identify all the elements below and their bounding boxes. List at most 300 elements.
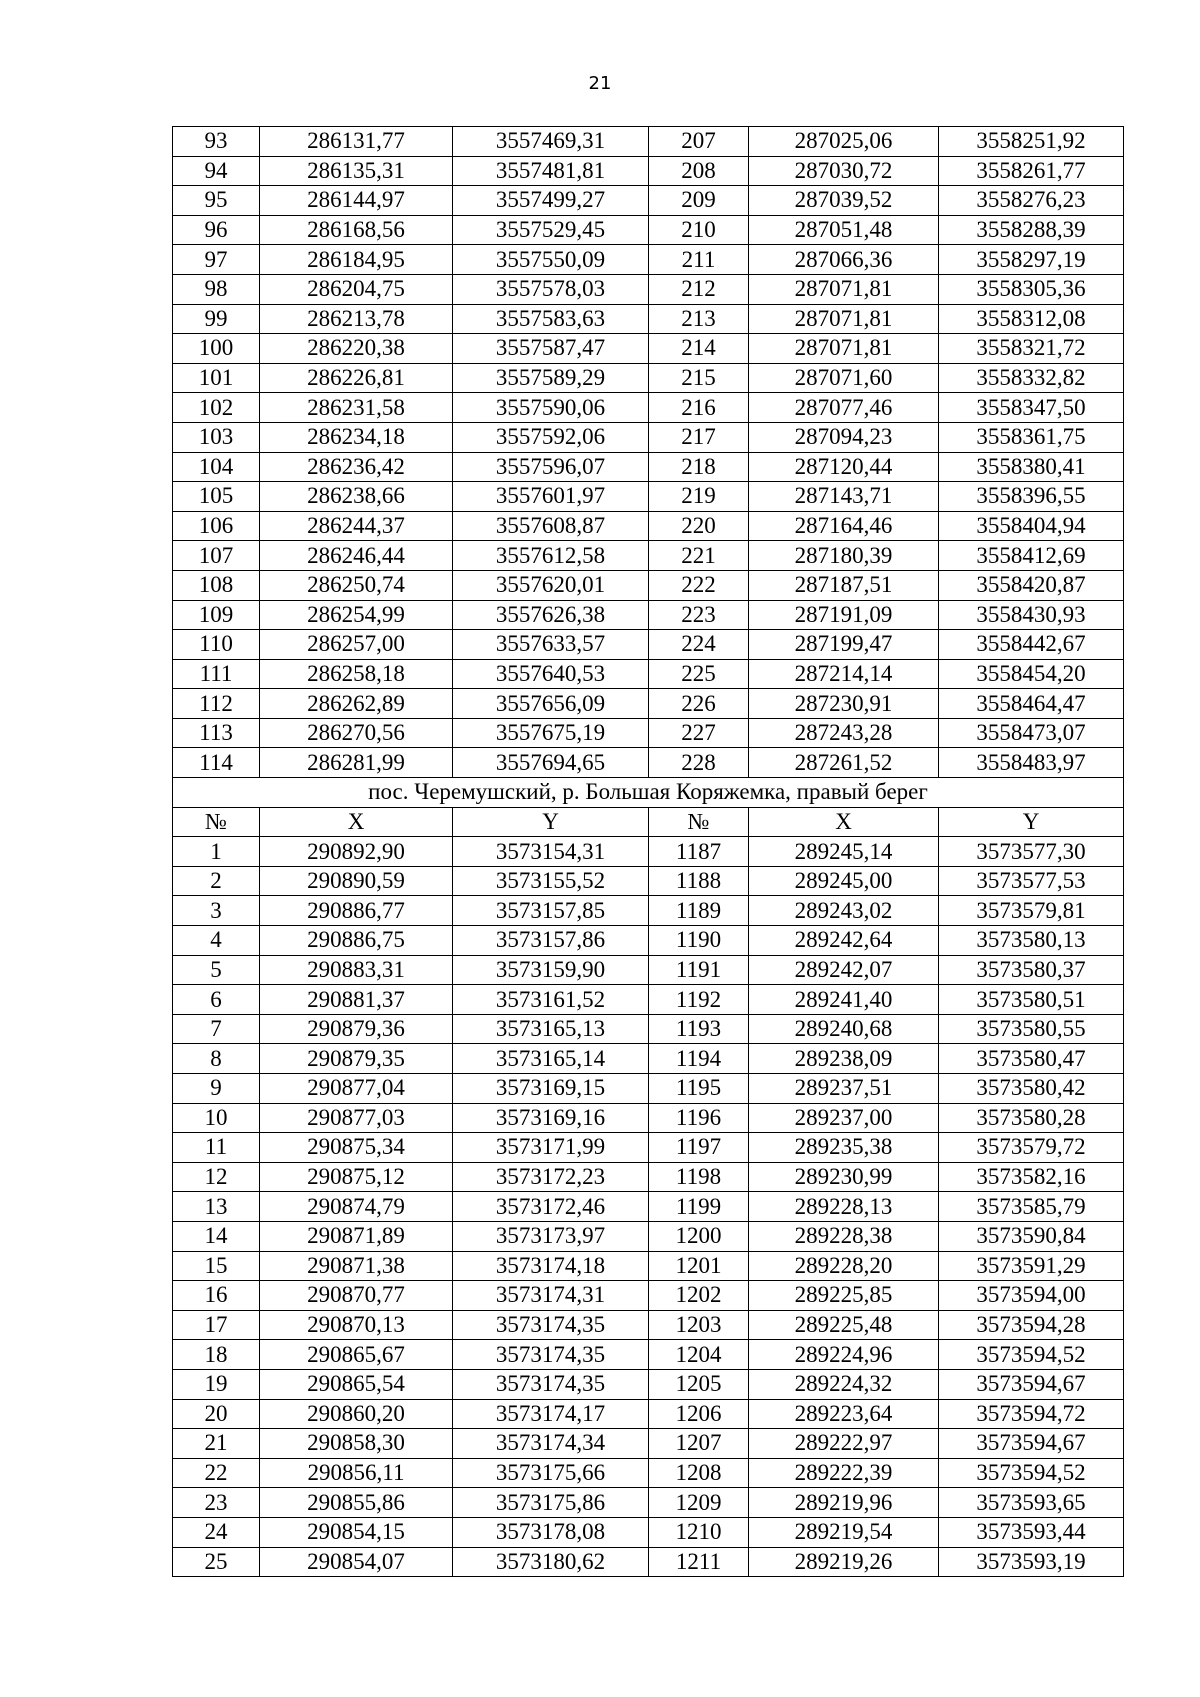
cell-y-left: 3573169,16 [453,1103,649,1133]
cell-x-right: 287071,60 [749,363,939,393]
cell-point-number-left: 6 [173,985,260,1015]
cell-point-number-left: 22 [173,1458,260,1488]
cell-x-right: 287071,81 [749,334,939,364]
cell-point-number-left: 113 [173,718,260,748]
cell-y-left: 3573157,86 [453,926,649,956]
cell-y-right: 3558454,20 [939,659,1124,689]
cell-x-left: 286270,56 [260,718,453,748]
cell-y-left: 3573174,34 [453,1429,649,1459]
cell-point-number-right: 1191 [649,955,749,985]
cell-y-left: 3573174,35 [453,1340,649,1370]
cell-y-right: 3573594,00 [939,1281,1124,1311]
cell-x-right: 287164,46 [749,511,939,541]
cell-point-number-right: 227 [649,718,749,748]
cell-y-left: 3573154,31 [453,837,649,867]
table-row [173,718,1124,748]
cell-point-number-left: 23 [173,1488,260,1518]
cell-x-right: 289228,20 [749,1251,939,1281]
cell-y-left: 3573175,66 [453,1458,649,1488]
cell-point-number-right: 224 [649,630,749,660]
cell-y-right: 3558276,23 [939,186,1124,216]
cell-point-number-left: 109 [173,600,260,630]
cell-x-left: 286254,99 [260,600,453,630]
table-row [173,1488,1124,1518]
cell-x-left: 286257,00 [260,630,453,660]
cell-y-right: 3558412,69 [939,541,1124,571]
table-row [173,837,1124,867]
cell-x-right: 289219,26 [749,1547,939,1577]
table-row [173,1103,1124,1133]
column-header-row [173,807,1124,837]
cell-y-right: 3573593,44 [939,1517,1124,1547]
table-row [173,1281,1124,1311]
cell-x-left: 290865,54 [260,1369,453,1399]
cell-x-right: 289237,51 [749,1074,939,1104]
cell-point-number-left: 110 [173,630,260,660]
cell-point-number-right: 1194 [649,1044,749,1074]
cell-x-left: 286226,81 [260,363,453,393]
cell-point-number-left: 2 [173,866,260,896]
cell-point-number-right: 1195 [649,1074,749,1104]
cell-x-left: 286258,18 [260,659,453,689]
cell-y-right: 3573594,67 [939,1429,1124,1459]
table-row [173,1192,1124,1222]
cell-y-right: 3573593,65 [939,1488,1124,1518]
coordinates-bottom-section [173,837,1124,1577]
cell-y-left: 3557529,45 [453,215,649,245]
cell-y-left: 3557587,47 [453,334,649,364]
cell-point-number-right: 1199 [649,1192,749,1222]
cell-y-left: 3573174,35 [453,1310,649,1340]
cell-y-right: 3558347,50 [939,393,1124,423]
cell-y-left: 3573155,52 [453,866,649,896]
cell-point-number-right: 1210 [649,1517,749,1547]
cell-x-left: 290871,89 [260,1221,453,1251]
cell-point-number-right: 1201 [649,1251,749,1281]
cell-x-right: 287025,06 [749,127,939,157]
cell-y-left: 3557640,53 [453,659,649,689]
cell-y-left: 3557608,87 [453,511,649,541]
coordinates-table [172,126,1124,1577]
cell-point-number-right: 1198 [649,1162,749,1192]
page-number: 21 [588,73,612,94]
cell-x-left: 290871,38 [260,1251,453,1281]
cell-y-right: 3573580,13 [939,926,1124,956]
table-row [173,1340,1124,1370]
header-x-left: X [260,807,453,837]
header-number-right: № [649,807,749,837]
cell-point-number-right: 1188 [649,866,749,896]
cell-y-right: 3573579,81 [939,896,1124,926]
cell-point-number-left: 104 [173,452,260,482]
cell-point-number-right: 1187 [649,837,749,867]
table-row [173,1458,1124,1488]
section-title-block [173,778,1124,837]
cell-x-left: 290870,77 [260,1281,453,1311]
cell-x-right: 289222,39 [749,1458,939,1488]
cell-y-left: 3557694,65 [453,748,649,778]
cell-x-left: 290883,31 [260,955,453,985]
cell-y-right: 3573577,30 [939,837,1124,867]
cell-point-number-left: 10 [173,1103,260,1133]
cell-point-number-right: 209 [649,186,749,216]
cell-y-right: 3558261,77 [939,156,1124,186]
cell-x-right: 287030,72 [749,156,939,186]
cell-point-number-left: 19 [173,1369,260,1399]
cell-y-left: 3557612,58 [453,541,649,571]
cell-y-right: 3558464,47 [939,689,1124,719]
cell-x-left: 286220,38 [260,334,453,364]
cell-point-number-left: 5 [173,955,260,985]
cell-x-left: 290855,86 [260,1488,453,1518]
cell-y-right: 3558297,19 [939,245,1124,275]
table-row [173,926,1124,956]
cell-y-right: 3573580,42 [939,1074,1124,1104]
cell-y-right: 3558332,82 [939,363,1124,393]
cell-y-right: 3573594,52 [939,1340,1124,1370]
cell-x-right: 289225,48 [749,1310,939,1340]
cell-point-number-right: 1205 [649,1369,749,1399]
cell-x-right: 287039,52 [749,186,939,216]
cell-point-number-right: 1208 [649,1458,749,1488]
cell-point-number-right: 211 [649,245,749,275]
cell-x-right: 287051,48 [749,215,939,245]
cell-point-number-left: 14 [173,1221,260,1251]
table-row [173,304,1124,334]
cell-point-number-left: 17 [173,1310,260,1340]
cell-y-left: 3557626,38 [453,600,649,630]
table-row [173,1221,1124,1251]
cell-y-right: 3558251,92 [939,127,1124,157]
cell-y-right: 3573577,53 [939,866,1124,896]
cell-x-left: 286144,97 [260,186,453,216]
cell-x-right: 289238,09 [749,1044,939,1074]
cell-y-left: 3573174,35 [453,1369,649,1399]
table-row [173,334,1124,364]
cell-x-left: 290865,67 [260,1340,453,1370]
cell-y-left: 3557481,81 [453,156,649,186]
cell-x-left: 286250,74 [260,570,453,600]
cell-point-number-left: 95 [173,186,260,216]
cell-x-right: 289223,64 [749,1399,939,1429]
cell-y-left: 3573157,85 [453,896,649,926]
table-row [173,866,1124,896]
cell-y-left: 3573165,14 [453,1044,649,1074]
cell-point-number-right: 216 [649,393,749,423]
table-row [173,245,1124,275]
cell-y-right: 3573580,51 [939,985,1124,1015]
cell-point-number-left: 25 [173,1547,260,1577]
cell-point-number-left: 112 [173,689,260,719]
coordinates-top-section [173,127,1124,778]
cell-point-number-right: 223 [649,600,749,630]
cell-x-right: 287071,81 [749,274,939,304]
cell-y-right: 3573580,37 [939,955,1124,985]
table-row [173,274,1124,304]
cell-y-right: 3558305,36 [939,274,1124,304]
cell-x-right: 289245,00 [749,866,939,896]
cell-x-right: 289228,13 [749,1192,939,1222]
cell-point-number-left: 15 [173,1251,260,1281]
cell-x-left: 290854,15 [260,1517,453,1547]
cell-y-left: 3557675,19 [453,718,649,748]
table-row [173,600,1124,630]
cell-y-right: 3558380,41 [939,452,1124,482]
cell-point-number-right: 226 [649,689,749,719]
cell-point-number-right: 221 [649,541,749,571]
cell-x-left: 290860,20 [260,1399,453,1429]
cell-x-left: 286236,42 [260,452,453,482]
cell-point-number-right: 1203 [649,1310,749,1340]
cell-y-right: 3558430,93 [939,600,1124,630]
cell-point-number-right: 1197 [649,1133,749,1163]
table-row [173,452,1124,482]
table-row [173,659,1124,689]
cell-point-number-left: 16 [173,1281,260,1311]
cell-x-right: 287094,23 [749,422,939,452]
cell-x-left: 290854,07 [260,1547,453,1577]
cell-x-right: 287120,44 [749,452,939,482]
cell-y-right: 3573579,72 [939,1133,1124,1163]
table-row [173,482,1124,512]
header-x-right: X [749,807,939,837]
cell-y-left: 3573175,86 [453,1488,649,1518]
cell-x-right: 287199,47 [749,630,939,660]
cell-point-number-right: 1192 [649,985,749,1015]
cell-y-left: 3557469,31 [453,127,649,157]
cell-x-right: 289219,96 [749,1488,939,1518]
cell-point-number-left: 108 [173,570,260,600]
cell-y-left: 3557656,09 [453,689,649,719]
cell-point-number-left: 103 [173,422,260,452]
table-row [173,1310,1124,1340]
cell-y-right: 3573594,28 [939,1310,1124,1340]
table-row [173,1014,1124,1044]
cell-x-left: 290877,03 [260,1103,453,1133]
cell-point-number-right: 1202 [649,1281,749,1311]
cell-x-left: 286131,77 [260,127,453,157]
cell-y-left: 3573161,52 [453,985,649,1015]
cell-y-right: 3558420,87 [939,570,1124,600]
cell-x-right: 287261,52 [749,748,939,778]
cell-point-number-right: 1196 [649,1103,749,1133]
cell-x-left: 290886,75 [260,926,453,956]
table-row [173,511,1124,541]
cell-x-left: 286135,31 [260,156,453,186]
cell-y-right: 3558404,94 [939,511,1124,541]
cell-y-right: 3573590,84 [939,1221,1124,1251]
cell-point-number-left: 1 [173,837,260,867]
table-row [173,1399,1124,1429]
cell-point-number-left: 102 [173,393,260,423]
cell-x-right: 287214,14 [749,659,939,689]
cell-x-left: 286244,37 [260,511,453,541]
cell-x-right: 287180,39 [749,541,939,571]
cell-point-number-right: 217 [649,422,749,452]
cell-point-number-left: 11 [173,1133,260,1163]
cell-y-left: 3573169,15 [453,1074,649,1104]
cell-y-left: 3573172,46 [453,1192,649,1222]
cell-x-left: 286281,99 [260,748,453,778]
cell-point-number-right: 1193 [649,1014,749,1044]
cell-y-right: 3573582,16 [939,1162,1124,1192]
cell-x-right: 289225,85 [749,1281,939,1311]
table-row [173,1517,1124,1547]
cell-point-number-right: 213 [649,304,749,334]
cell-y-left: 3573174,18 [453,1251,649,1281]
cell-x-right: 287066,36 [749,245,939,275]
cell-y-right: 3558321,72 [939,334,1124,364]
table-row [173,1369,1124,1399]
cell-x-right: 289242,07 [749,955,939,985]
cell-y-right: 3573593,19 [939,1547,1124,1577]
table-row [173,541,1124,571]
section-title-row [173,778,1124,808]
cell-point-number-left: 94 [173,156,260,186]
cell-point-number-right: 225 [649,659,749,689]
cell-point-number-right: 222 [649,570,749,600]
table-row [173,1133,1124,1163]
cell-y-right: 3558483,97 [939,748,1124,778]
cell-point-number-left: 100 [173,334,260,364]
cell-x-right: 289240,68 [749,1014,939,1044]
cell-y-left: 3557583,63 [453,304,649,334]
cell-point-number-right: 208 [649,156,749,186]
cell-y-left: 3573180,62 [453,1547,649,1577]
cell-x-right: 289245,14 [749,837,939,867]
cell-x-left: 286238,66 [260,482,453,512]
cell-point-number-right: 1206 [649,1399,749,1429]
section-title: пос. Черемушский, р. Большая Коряжемка, правый берег [173,778,1124,808]
cell-point-number-left: 111 [173,659,260,689]
table-row [173,186,1124,216]
cell-point-number-left: 24 [173,1517,260,1547]
cell-x-left: 290879,36 [260,1014,453,1044]
header-y-left: Y [453,807,649,837]
cell-y-left: 3557596,07 [453,452,649,482]
cell-x-left: 290879,35 [260,1044,453,1074]
cell-x-right: 289224,96 [749,1340,939,1370]
cell-x-right: 289224,32 [749,1369,939,1399]
cell-y-right: 3558473,07 [939,718,1124,748]
cell-x-right: 287071,81 [749,304,939,334]
cell-point-number-left: 96 [173,215,260,245]
cell-y-left: 3557592,06 [453,422,649,452]
cell-y-right: 3558442,67 [939,630,1124,660]
cell-y-left: 3573173,97 [453,1221,649,1251]
cell-point-number-left: 106 [173,511,260,541]
cell-point-number-left: 8 [173,1044,260,1074]
cell-point-number-right: 212 [649,274,749,304]
cell-point-number-left: 7 [173,1014,260,1044]
cell-x-left: 290890,59 [260,866,453,896]
cell-point-number-right: 210 [649,215,749,245]
cell-x-right: 289241,40 [749,985,939,1015]
table-row [173,215,1124,245]
cell-x-left: 290874,79 [260,1192,453,1222]
cell-point-number-left: 105 [173,482,260,512]
table-row [173,1162,1124,1192]
cell-point-number-left: 12 [173,1162,260,1192]
cell-y-right: 3558288,39 [939,215,1124,245]
cell-point-number-right: 214 [649,334,749,364]
cell-point-number-left: 98 [173,274,260,304]
cell-x-left: 286184,95 [260,245,453,275]
cell-x-left: 290875,34 [260,1133,453,1163]
cell-x-right: 287191,09 [749,600,939,630]
cell-x-right: 289243,02 [749,896,939,926]
cell-point-number-right: 1207 [649,1429,749,1459]
cell-x-left: 286231,58 [260,393,453,423]
cell-x-left: 290875,12 [260,1162,453,1192]
cell-x-left: 290886,77 [260,896,453,926]
cell-y-left: 3573174,31 [453,1281,649,1311]
cell-point-number-right: 1189 [649,896,749,926]
cell-y-right: 3573594,52 [939,1458,1124,1488]
cell-x-left: 286204,75 [260,274,453,304]
table-row [173,630,1124,660]
cell-point-number-left: 13 [173,1192,260,1222]
table-row [173,955,1124,985]
table-row [173,1074,1124,1104]
cell-y-right: 3573585,79 [939,1192,1124,1222]
cell-x-right: 287187,51 [749,570,939,600]
cell-y-right: 3573594,72 [939,1399,1124,1429]
cell-point-number-left: 93 [173,127,260,157]
table-row [173,1044,1124,1074]
cell-y-left: 3573174,17 [453,1399,649,1429]
cell-x-left: 286234,18 [260,422,453,452]
cell-y-right: 3573580,28 [939,1103,1124,1133]
header-y-right: Y [939,807,1124,837]
table-row [173,570,1124,600]
cell-x-right: 287077,46 [749,393,939,423]
cell-y-left: 3557620,01 [453,570,649,600]
cell-point-number-left: 107 [173,541,260,571]
table-row [173,1251,1124,1281]
cell-point-number-left: 114 [173,748,260,778]
cell-y-left: 3573178,08 [453,1517,649,1547]
cell-x-left: 286262,89 [260,689,453,719]
cell-y-right: 3573594,67 [939,1369,1124,1399]
cell-point-number-left: 97 [173,245,260,275]
table-row [173,156,1124,186]
cell-y-left: 3573172,23 [453,1162,649,1192]
cell-point-number-left: 99 [173,304,260,334]
table-row [173,985,1124,1015]
cell-x-left: 286246,44 [260,541,453,571]
cell-point-number-right: 1209 [649,1488,749,1518]
cell-point-number-left: 3 [173,896,260,926]
cell-x-left: 290858,30 [260,1429,453,1459]
cell-x-left: 290870,13 [260,1310,453,1340]
cell-point-number-right: 215 [649,363,749,393]
cell-point-number-left: 9 [173,1074,260,1104]
cell-y-left: 3557633,57 [453,630,649,660]
cell-y-left: 3557589,29 [453,363,649,393]
cell-y-left: 3573165,13 [453,1014,649,1044]
table-row [173,422,1124,452]
cell-y-left: 3557601,97 [453,482,649,512]
header-number-left: № [173,807,260,837]
cell-y-right: 3558396,55 [939,482,1124,512]
cell-y-right: 3573580,47 [939,1044,1124,1074]
cell-x-left: 290877,04 [260,1074,453,1104]
cell-point-number-left: 21 [173,1429,260,1459]
cell-x-right: 287243,28 [749,718,939,748]
cell-y-left: 3557590,06 [453,393,649,423]
cell-y-left: 3557550,09 [453,245,649,275]
